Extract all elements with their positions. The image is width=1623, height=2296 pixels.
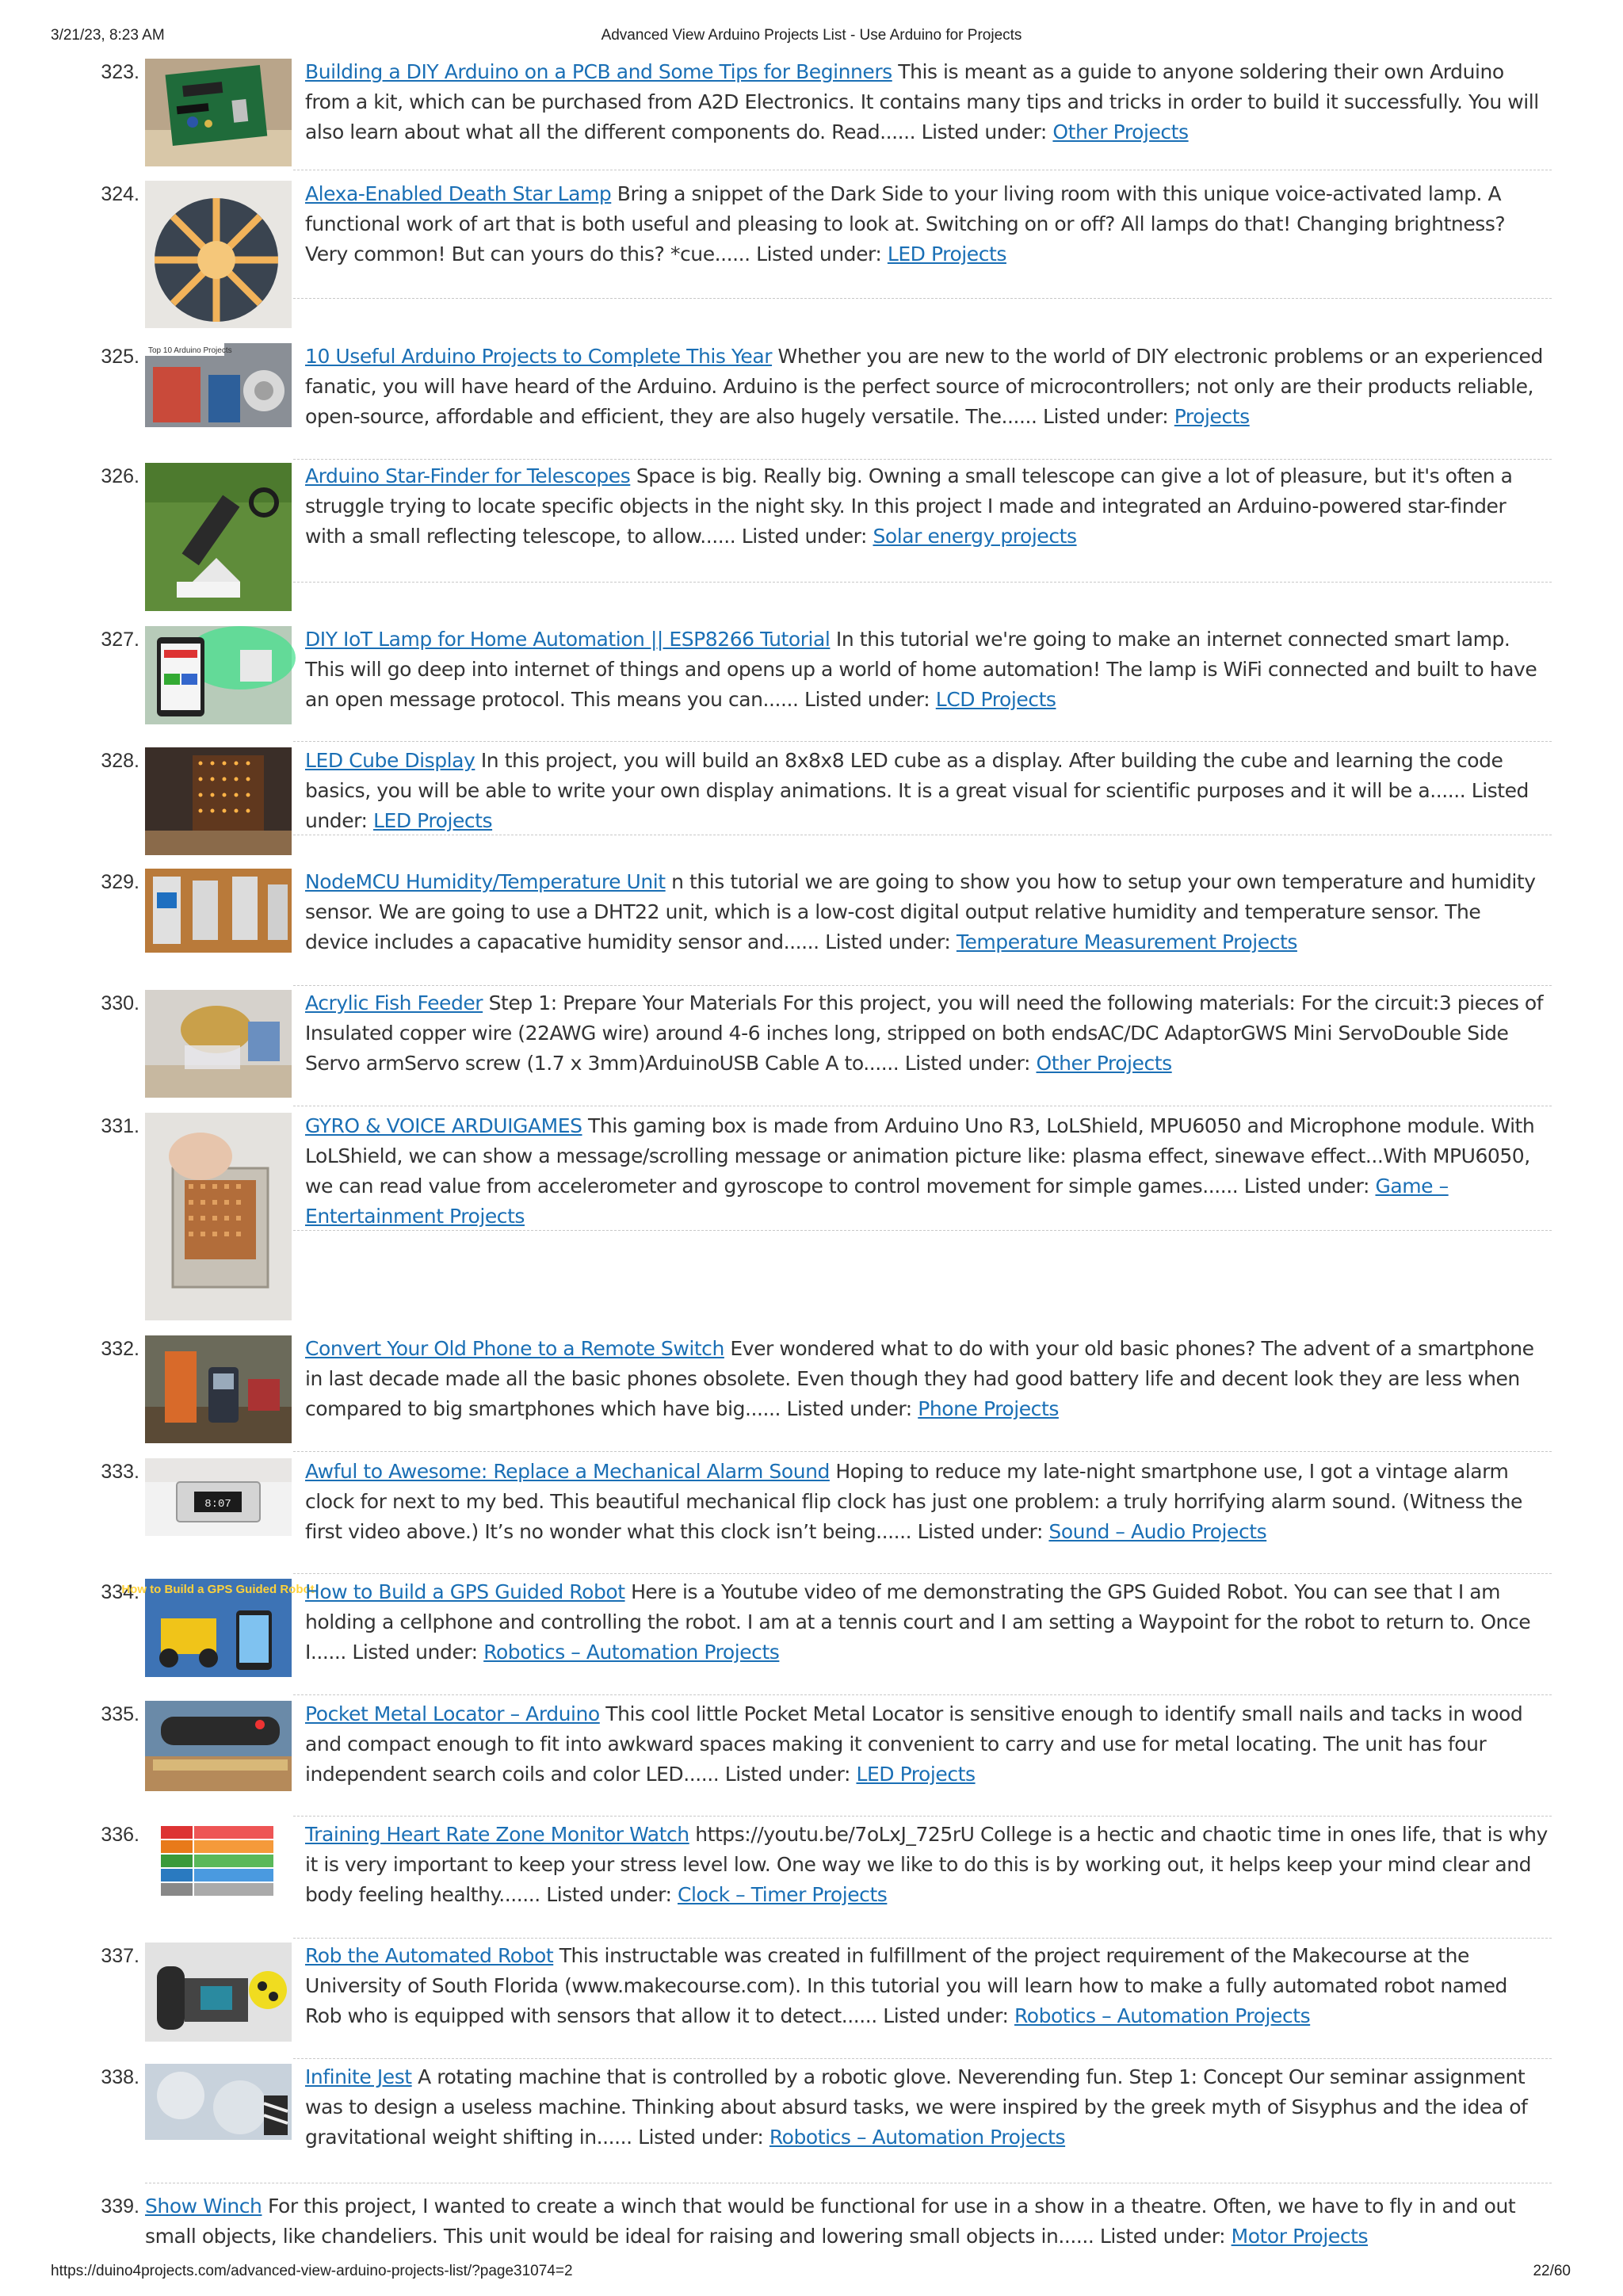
category-link[interactable]: Projects (1174, 405, 1250, 428)
thumbnail-iot-lamp[interactable] (145, 626, 292, 724)
entry-text (305, 461, 1549, 552)
thumbnail-diy-arduino-pcb[interactable] (145, 59, 292, 166)
project-title-link[interactable]: Awful to Awesome: Replace a Mechanical Alarm Sound (305, 1460, 830, 1483)
category-link[interactable]: Motor Projects (1231, 2225, 1369, 2248)
entry-divider (293, 1694, 1552, 1695)
project-description: Bring a snippet of the Dark Side to your living room with this unique voice-activated lamp. A functional work of art that is both useful and pleasing to look at. Switching on or off? All lamps do that! Changing brightness? Very common! But can yours do this? *cue...... (305, 182, 1506, 266)
thumbnail-infinite-jest[interactable] (145, 2064, 292, 2140)
category-link[interactable]: Other Projects (1036, 1052, 1172, 1075)
entry-divider (293, 1230, 1552, 1231)
thumbnail-led-cube[interactable] (145, 747, 292, 855)
category-link[interactable]: Clock – Timer Projects (678, 1883, 888, 1906)
entry-divider (293, 1573, 1552, 1574)
entry-text (305, 1111, 1549, 1232)
entry-text (305, 1820, 1549, 1910)
project-title-link[interactable]: 10 Useful Arduino Projects to Complete This Year (305, 345, 773, 368)
project-title-link[interactable]: Training Heart Rate Zone Monitor Watch (305, 1823, 689, 1846)
category-link[interactable]: Robotics – Automation Projects (483, 1641, 780, 1664)
project-description: This is meant as a guide to anyone soldering their own Arduino from a kit, which can be purchased from A2D Electronics. It contains many tips and tricks in order to build it successfully. You will also learn about what all the different components do. Read...... (305, 60, 1539, 143)
infinite-jest-photo (145, 2064, 292, 2140)
print-header-title: Advanced View Arduino Projects List - Use Arduino for Projects (601, 27, 1022, 44)
category-link[interactable]: Robotics – Automation Projects (1014, 2004, 1311, 2027)
project-description: This cool little Pocket Metal Locator is sensitive enough to identify small nails and tacks in wood and compact enough to fit into awkward spaces making it convenient to carry and use for metal locating. The unit has four independent search coils and color LED...... (305, 1702, 1523, 1786)
project-title-link[interactable]: How to Build a GPS Guided Robot (305, 1580, 625, 1603)
project-description: https://youtu.be/7oLxJ_725rU College is a hectic and chaotic time in ones life, that is why it is very important to keep your stress level low. One way we like to do this is by working out, it helps keep your mind clear and body feeling healthy....... (305, 1823, 1548, 1906)
project-title-link[interactable]: Infinite Jest (305, 2065, 412, 2088)
project-title-link[interactable]: Show Winch (145, 2195, 262, 2218)
entry-text (305, 625, 1549, 715)
project-description: Whether you are new to the world of DIY electronic problems or an experienced fanatic, you will have heard of the Arduino. Arduino is the perfect source of microcontrollers; not only are their products reliable, open-source, affordable and efficient, they are also hugely versatile. The...... (305, 345, 1543, 428)
project-title-link[interactable]: Arduino Star-Finder for Telescopes (305, 464, 631, 487)
entry-number: 334. (101, 1581, 139, 1603)
entry-divider (293, 2058, 1552, 2059)
project-description: In this tutorial we're going to make an internet connected smart lamp. This will go deep into internet of things and opens up a world of home automation! The lamp is WiFi connected and built to have an open message protocol. This means you can...... (305, 628, 1537, 711)
project-description: Hoping to reduce my late-night smartphone use, I got a vintage alarm clock for next to my bed. This beautiful mechanical flip clock has just one problem: a truly horrifying alarm sound. (Witness the first video above.) It’s no wonder what this clock isn’t being...... (305, 1460, 1522, 1543)
entry-number: 339. (101, 2195, 139, 2218)
project-title-link[interactable]: GYRO & VOICE ARDUIGAMES (305, 1114, 582, 1137)
category-link[interactable]: Other Projects (1052, 120, 1189, 143)
project-description: A rotating machine that is controlled by a robotic glove. Neverending fun. Step 1: Concept Our seminar assignment was to design a useless machine. Thinking about absurd tasks, we were inspired by the greek myth of Sisyphus and the idea of gravitational weight shifting in...... (305, 2065, 1528, 2149)
project-title-link[interactable]: DIY IoT Lamp for Home Automation || ESP8266 Tutorial (305, 628, 831, 651)
entry-number: 327. (101, 628, 139, 651)
gps-robot-photo (121, 1579, 315, 1677)
project-description: Ever wondered what to do with your old basic phones? The advent of a smartphone in last decade made all the basic phones obsolete. Even though they had good battery life and decent look they are less when compared to big smartphones which have big...... (305, 1337, 1534, 1420)
entry-number: 324. (101, 183, 139, 205)
print-footer-page-number: 22/60 (1533, 2263, 1571, 2279)
nodemcu-photo (145, 869, 292, 953)
entry-number: 323. (101, 61, 139, 83)
entry-text (145, 2191, 1549, 2252)
entry-text (305, 2062, 1549, 2153)
thumbnail-death-star-lamp[interactable] (145, 181, 292, 328)
projects-collage (145, 343, 292, 427)
entry-number: 331. (101, 1115, 139, 1137)
lamp-photo (145, 181, 292, 328)
fish-feeder-photo (145, 990, 292, 1098)
listed-under-label: Listed under: (825, 930, 951, 953)
entry-text (305, 1699, 1549, 1790)
project-title-link[interactable]: Pocket Metal Locator – Arduino (305, 1702, 600, 1725)
category-link[interactable]: Solar energy projects (873, 525, 1077, 548)
entry-number: 325. (101, 346, 139, 368)
category-link[interactable]: LCD Projects (935, 688, 1056, 711)
led-cube-photo (145, 747, 292, 855)
project-title-link[interactable]: LED Cube Display (305, 749, 475, 772)
entry-text (305, 1577, 1549, 1668)
alarm-clock-photo (145, 1458, 292, 1536)
entry-number: 332. (101, 1338, 139, 1360)
project-title-link[interactable]: Building a DIY Arduino on a PCB and Some Tips for Beginners (305, 60, 892, 83)
entry-divider (293, 741, 1552, 742)
listed-under-label: Listed under: (804, 688, 930, 711)
entry-number: 326. (101, 465, 139, 487)
entry-number: 333. (101, 1461, 139, 1483)
print-footer-url: https://duino4projects.com/advanced-view-arduino-projects-list/?page31074=2 (51, 2263, 573, 2279)
entry-number: 338. (101, 2066, 139, 2088)
category-link[interactable]: Sound – Audio Projects (1048, 1520, 1267, 1543)
metal-locator-photo (145, 1701, 292, 1791)
pcb-photo (145, 59, 292, 166)
telescope-photo (145, 463, 292, 611)
project-title-link[interactable]: NodeMCU Humidity/Temperature Unit (305, 870, 666, 893)
listed-under-label: Listed under: (756, 243, 882, 266)
entry-number: 328. (101, 750, 139, 772)
entry-number: 337. (101, 1945, 139, 1967)
thumbnail-star-finder[interactable] (145, 463, 292, 611)
project-title-link[interactable]: Alexa-Enabled Death Star Lamp (305, 182, 612, 205)
gaming-box-photo (145, 1113, 292, 1320)
thumbnail-10-arduino-projects[interactable] (145, 343, 292, 427)
old-phone-photo (145, 1335, 292, 1443)
entry-divider (293, 298, 1552, 299)
thumb-caption: How to Build a GPS Guided Robot (121, 1583, 315, 1596)
rob-robot-photo (145, 1943, 292, 2042)
listed-under-label: Listed under: (1243, 1175, 1369, 1198)
listed-under-label: Listed under: (1043, 405, 1169, 428)
project-description: Here is a Youtube video of me demonstrating the GPS Guided Robot. You can see that I am holding a cellphone and controlling the robot. I am at a tennis court and I am setting a Waypoint for the robot to return to. Once I...... (305, 1580, 1531, 1664)
category-link[interactable]: Temperature Measurement Projects (956, 930, 1297, 953)
entry-text (305, 1457, 1549, 1547)
thumbnail-fish-feeder[interactable] (145, 990, 292, 1098)
entry-divider (293, 1938, 1552, 1939)
clock-display-text: 8:07 (204, 1498, 231, 1511)
heart-rate-chart-image (145, 1821, 292, 1907)
thumbnail-alarm-clock[interactable] (145, 1458, 292, 1536)
project-title-link[interactable]: Rob the Automated Robot (305, 1944, 554, 1967)
listed-under-label: Listed under: (546, 1883, 672, 1906)
project-description: In this project, you will build an 8x8x8 LED cube as a display. After building the cube and learning the code basics, you will be able to write your own display animations. It is a great visual for scientific purposes and it will be a...... (305, 749, 1503, 802)
listed-under-label: Listed under: (741, 525, 867, 548)
project-description: This gaming box is made from Arduino Uno R3, LoLShield, MPU6050 and Microphone module. With LoLShield, we can show a message/scrolling message or animation picture like: plasma effect, sinewave effect...With MPU6050, we can read value from accelerometer and gyroscope to control movement for simple games...... (305, 1114, 1535, 1198)
listed-under-label: Listed under: (921, 120, 1047, 143)
project-description: Space is big. Really big. Owning a small telescope can give a lot of pleasure, but it's often a struggle trying to locate specific objects in the night sky. In this project I made and integrated an Arduino-powered star-finder with a small reflecting telescope, to allow...... (305, 464, 1513, 548)
project-description: n this tutorial we are going to show you how to setup your own temperature and humidity sensor. We are going to use a DHT22 unit, which is a low-cost digital output relative humidity and temperature sensor. The device includes a capacative humidity sensor and...... (305, 870, 1536, 953)
entry-text (305, 746, 1549, 836)
entry-text (305, 1941, 1549, 2031)
entry-text (305, 57, 1549, 147)
category-link[interactable]: LED Projects (887, 243, 1006, 266)
entry-divider (293, 1816, 1552, 1817)
listed-under-label: Listed under: (305, 779, 1529, 832)
listed-under-label: Listed under: (883, 2004, 1009, 2027)
category-link[interactable]: Game – Entertainment Projects (305, 1175, 1449, 1228)
category-link[interactable]: Robotics – Automation Projects (769, 2126, 1066, 2149)
thumbnail-gps-robot[interactable] (121, 1579, 315, 1677)
thumbnail-heart-rate-monitor[interactable] (145, 1821, 292, 1907)
listed-under-label: Listed under: (724, 1763, 850, 1786)
entry-number: 335. (101, 1703, 139, 1725)
entry-text (305, 867, 1549, 957)
iot-lamp-photo (145, 626, 292, 724)
thumbnail-nodemcu-humidity[interactable] (145, 869, 292, 953)
project-description: This instructable was created in fulfillment of the project requirement of the Makecourse at the University of South Florida (www.makecourse.com). In this tutorial you will learn how to make a fully automated robot named Rob who is equipped with sensors that allow it to detect...... (305, 1944, 1507, 2027)
thumbnail-metal-locator[interactable] (145, 1701, 292, 1791)
print-header-date: 3/21/23, 8:23 AM (51, 27, 165, 44)
entry-divider (293, 582, 1552, 583)
category-link[interactable]: LED Projects (856, 1763, 976, 1786)
thumbnail-rob-robot[interactable] (145, 1943, 292, 2042)
entry-number: 330. (101, 992, 139, 1014)
project-description: For this project, I wanted to create a winch that would be functional for use in a show in a theatre. Often, we have to fly in and out small objects, like chandeliers. This unit would be ideal for raising and lowering small objects in...... (145, 2195, 1516, 2248)
listed-under-label: Listed under: (917, 1520, 1043, 1543)
listed-under-label: Listed under: (904, 1052, 1030, 1075)
entry-text (305, 342, 1549, 432)
project-title-link[interactable]: Acrylic Fish Feeder (305, 991, 483, 1014)
category-link[interactable]: LED Projects (373, 809, 493, 832)
listed-under-label: Listed under: (352, 1641, 478, 1664)
project-title-link[interactable]: Convert Your Old Phone to a Remote Switch (305, 1337, 724, 1360)
listed-under-label: Listed under: (638, 2126, 764, 2149)
category-link[interactable]: Phone Projects (918, 1397, 1059, 1420)
thumb-caption: Top 10 Arduino Projects (148, 346, 232, 355)
entry-number: 336. (101, 1824, 139, 1846)
entry-divider (293, 985, 1552, 986)
listed-under-label: Listed under: (786, 1397, 912, 1420)
entry-number: 329. (101, 871, 139, 893)
entry-text (305, 1334, 1549, 1424)
project-description: Step 1: Prepare Your Materials For this project, you will need the following materials: For the circuit:3 pieces of Insulated copper wire (22AWG wire) around 4-6 inches long, stripped on both endsAC/DC AdaptorGWS Mini ServoDouble Side Servo armServo screw (1.7 x 3mm)ArduinoUSB Cable A to...... (305, 991, 1544, 1075)
entry-text (305, 988, 1549, 1079)
thumbnail-old-phone-switch[interactable] (145, 1335, 292, 1443)
entry-text (305, 179, 1549, 269)
entry-divider (293, 459, 1552, 460)
listed-under-label: Listed under: (1099, 2225, 1226, 2248)
entry-divider (293, 1451, 1552, 1452)
thumbnail-arduigames[interactable] (145, 1113, 292, 1320)
